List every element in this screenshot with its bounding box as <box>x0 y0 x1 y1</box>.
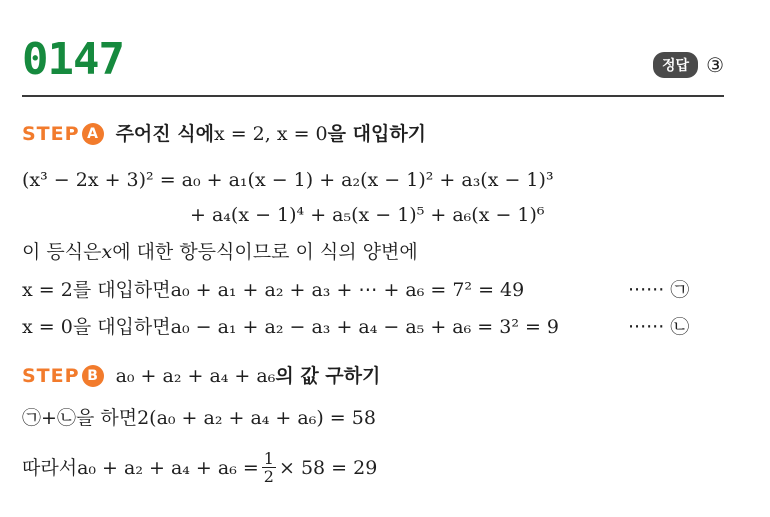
step-a-title-math: x = 2, x = 0 <box>213 123 328 145</box>
step-a-title-post: 을 대입하기 <box>327 123 427 145</box>
step-b-title-post: 의 값 구하기 <box>275 365 381 387</box>
sub-x0-text: 을 대입하면 <box>72 316 171 338</box>
sub-x0-line <box>22 313 559 341</box>
step-b-heading <box>22 362 380 390</box>
step-a-title-pre: 주어진 식에 <box>115 123 214 145</box>
result-math-left: a₀ + a₂ + a₄ + a₆ = <box>77 456 259 479</box>
answer-value: ③ <box>706 53 724 77</box>
expansion-line-1: (x³ − 2x + 3)² = a₀ + a₁(x − 1) + a₂(x − 1)² + a₃(x − 1)³ <box>22 169 554 191</box>
header-divider <box>22 95 724 97</box>
sub-x0-math-left: x = 0 <box>22 316 73 338</box>
step-b-label: STEP <box>22 365 80 387</box>
fraction-denominator: 2 <box>263 467 274 486</box>
sum-line <box>22 404 376 432</box>
sum-line-plus: + <box>41 407 57 429</box>
sub-x0-dots: ······ <box>628 316 665 338</box>
sub-x0-ref <box>628 313 689 341</box>
sub-x2-dots: ······ <box>628 279 665 301</box>
identity-note-post: 에 대한 항등식이므로 이 식의 양변에 <box>112 241 418 263</box>
result-fraction <box>262 450 276 485</box>
identity-note-pre: 이 등식은 <box>22 241 102 263</box>
sum-line-text: 을 하면 <box>75 407 138 429</box>
sub-x2-ref-label: ㉠ <box>670 279 690 301</box>
answer-badge: 정답 <box>653 52 698 78</box>
result-line <box>22 450 377 485</box>
sub-x0-ref-label: ㉡ <box>670 316 690 338</box>
fraction-numerator: 1 <box>263 449 274 468</box>
sub-x2-math-left: x = 2 <box>22 279 73 301</box>
step-b-letter: B <box>82 365 104 387</box>
expansion-line-2: + a₄(x − 1)⁴ + a₅(x − 1)⁵ + a₆(x − 1)⁶ <box>190 204 545 226</box>
problem-number: 0147 <box>22 34 124 85</box>
sub-x2-line <box>22 276 524 304</box>
sub-x2-math-right: a₀ + a₁ + a₂ + a₃ + ⋯ + a₆ = 7² = 49 <box>170 279 525 301</box>
step-b-title-math: a₀ + a₂ + a₄ + a₆ <box>115 365 276 387</box>
identity-note-math: x <box>101 241 113 263</box>
sum-line-math: 2(a₀ + a₂ + a₄ + a₆) = 58 <box>137 407 376 429</box>
step-a-label: STEP <box>22 123 80 145</box>
sub-x0-math-right: a₀ − a₁ + a₂ − a₃ + a₄ − a₅ + a₆ = 3² = 9 <box>170 316 560 338</box>
sub-x2-ref <box>628 276 689 304</box>
answer-section <box>653 52 724 78</box>
step-a-letter: A <box>82 123 104 145</box>
identity-note <box>22 238 418 266</box>
result-text: 따라서 <box>22 456 78 479</box>
sum-line-ref1: ㉠ <box>22 407 42 429</box>
sub-x2-text: 를 대입하면 <box>72 279 171 301</box>
result-math-right: × 58 = 29 <box>278 456 378 479</box>
sum-line-ref2: ㉡ <box>56 407 76 429</box>
step-a-heading <box>22 120 426 148</box>
